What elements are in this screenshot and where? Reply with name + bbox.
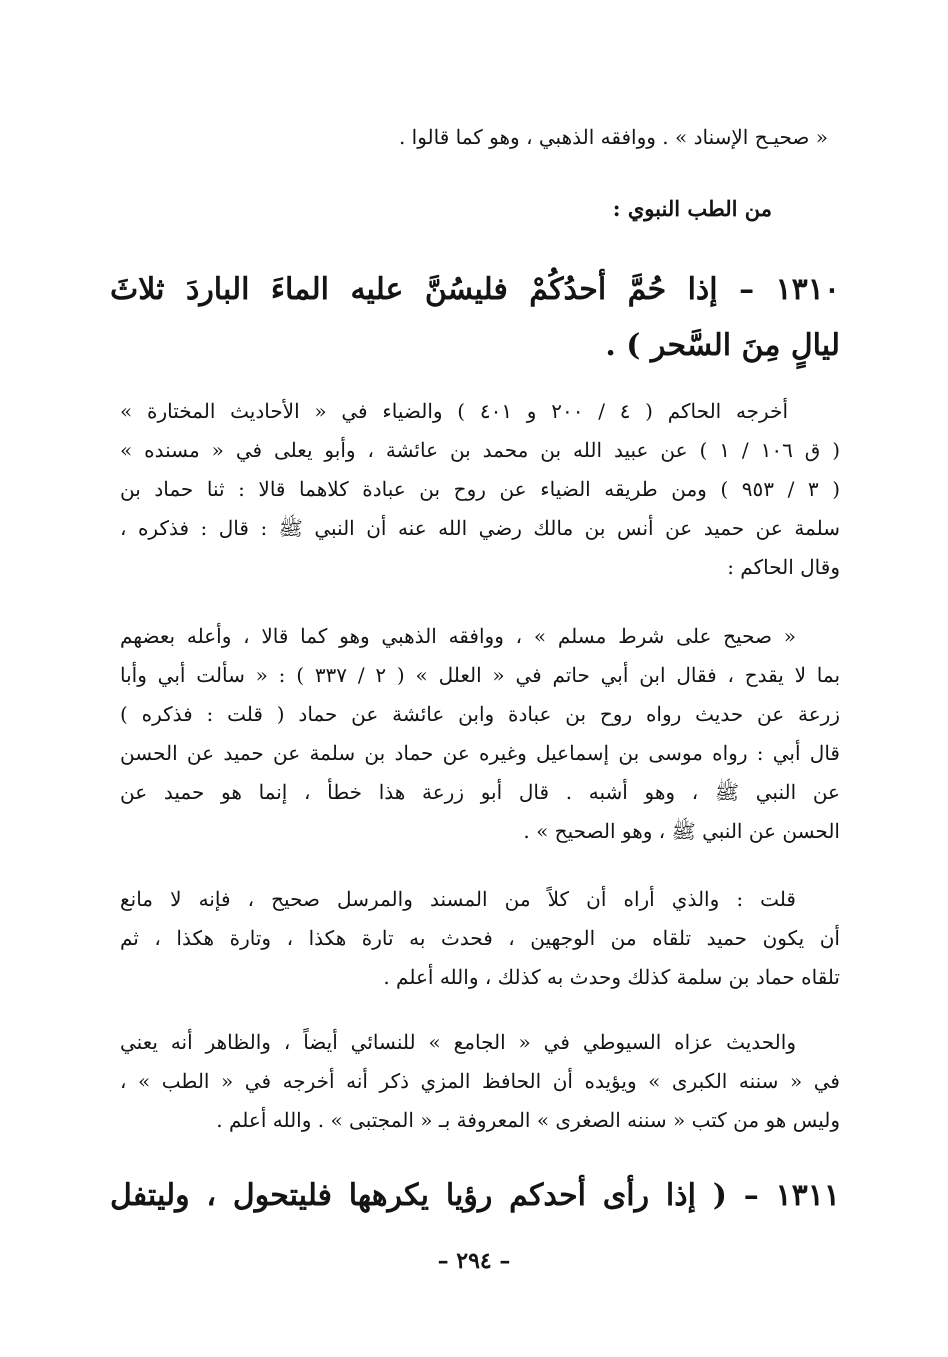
text-line: بما لا يقدح ، فقال ابن أبي حاتم في « العلل » ( ٢ / ٣٣٧ ) : « سألت أبي وأبا: [120, 663, 841, 687]
text-line: أن يكون حميد تلقاه من الوجهين ، فحدث به تارة هكذا ، وتارة هكذا ، ثم: [120, 926, 840, 950]
section-heading: [472, 196, 772, 221]
hadith-1311: [110, 1168, 840, 1224]
paragraph-qultu: [120, 880, 840, 997]
text-line: قال أبي : رواه موسى بن إسماعيل وغيره عن حماد بن سلمة عن حميد عن الحسن: [120, 741, 840, 765]
text-line: وليس هو من كتب « سننه الصغرى » المعروفة بـ « المجتبى » . والله أعلم .: [216, 1108, 840, 1132]
text-line: الحسن عن النبي ﷺ ، وهو الصحيح » .: [523, 819, 840, 843]
paragraph-takhrij: [120, 392, 840, 587]
text-line: زرعة عن حديث رواه روح بن عبادة وابن عائشة عن حماد ( قلت : فذكره ): [120, 702, 840, 726]
text-line: ( ق ١٠٦ / ١ ) عن عبيد الله بن محمد بن عائشة ، وأبو يعلى في « مسنده »: [120, 438, 840, 462]
text-line: « صحيح على شرط مسلم » ، ووافقه الذهبي وهو كما قالا ، وأعله بعضهم: [120, 624, 796, 648]
text-line: سلمة عن حميد عن أنس بن مالك رضي الله عنه أن النبي ﷺ : قال : فذكره ،: [120, 516, 840, 540]
paragraph-hakim: [120, 617, 840, 851]
text-line: في « سننه الكبرى » ويؤيده أن الحافظ المزي ذكر أنه أخرجه في « الطب » ،: [120, 1069, 840, 1093]
page-number: – ٢٩٤ –: [437, 1248, 511, 1274]
text-line: تلقاه حماد بن سلمة كذلك وحدث به كذلك ، والله أعلم .: [383, 965, 840, 989]
text-line: وقال الحاكم :: [727, 555, 840, 579]
heading-text: من الطب النبوي :: [612, 196, 772, 221]
hadith-line: ١٣١٠ – إذا حُمَّ أحدُكُمْ فليسُنَّ عليه الماءَ الباردَ ثلاثَ: [110, 272, 840, 307]
text-line: قلت : والذي أراه أن كلاً من المسند والمرسل صحيح ، فإنه لا مانع: [120, 887, 796, 911]
hadith-line: ليالٍ مِنَ السَّحر ) .: [605, 328, 840, 363]
text-line: أخرجه الحاكم ( ٤ / ٢٠٠ و ٤٠١ ) والضياء في « الأحاديث المختارة »: [120, 399, 789, 423]
hadith-line: ١٣١١ – ( إذا رأى أحدكم رؤيا يكرهها فليتحول ، وليتفل: [110, 1178, 840, 1213]
top-line: [208, 118, 828, 157]
paragraph-suyuti: [120, 1023, 840, 1140]
text-line: والحديث عزاه السيوطي في « الجامع » للنسائي أيضاً ، والظاهر أنه يعني: [120, 1030, 796, 1054]
text-line: عن النبي ﷺ ، وهو أشبه . قال أبو زرعة هذا خطأ ، إنما هو حميد عن: [120, 780, 840, 804]
hadith-1310: [110, 262, 840, 374]
text-line: « صحيـح الإسناد » . ووافقه الذهبي ، وهو كما قالوا .: [398, 125, 828, 149]
text-line: ( ٣ / ٩٥٣ ) ومن طريقه الضياء عن روح بن عبادة كلاهما قالا : ثنا حماد بن: [120, 477, 841, 501]
